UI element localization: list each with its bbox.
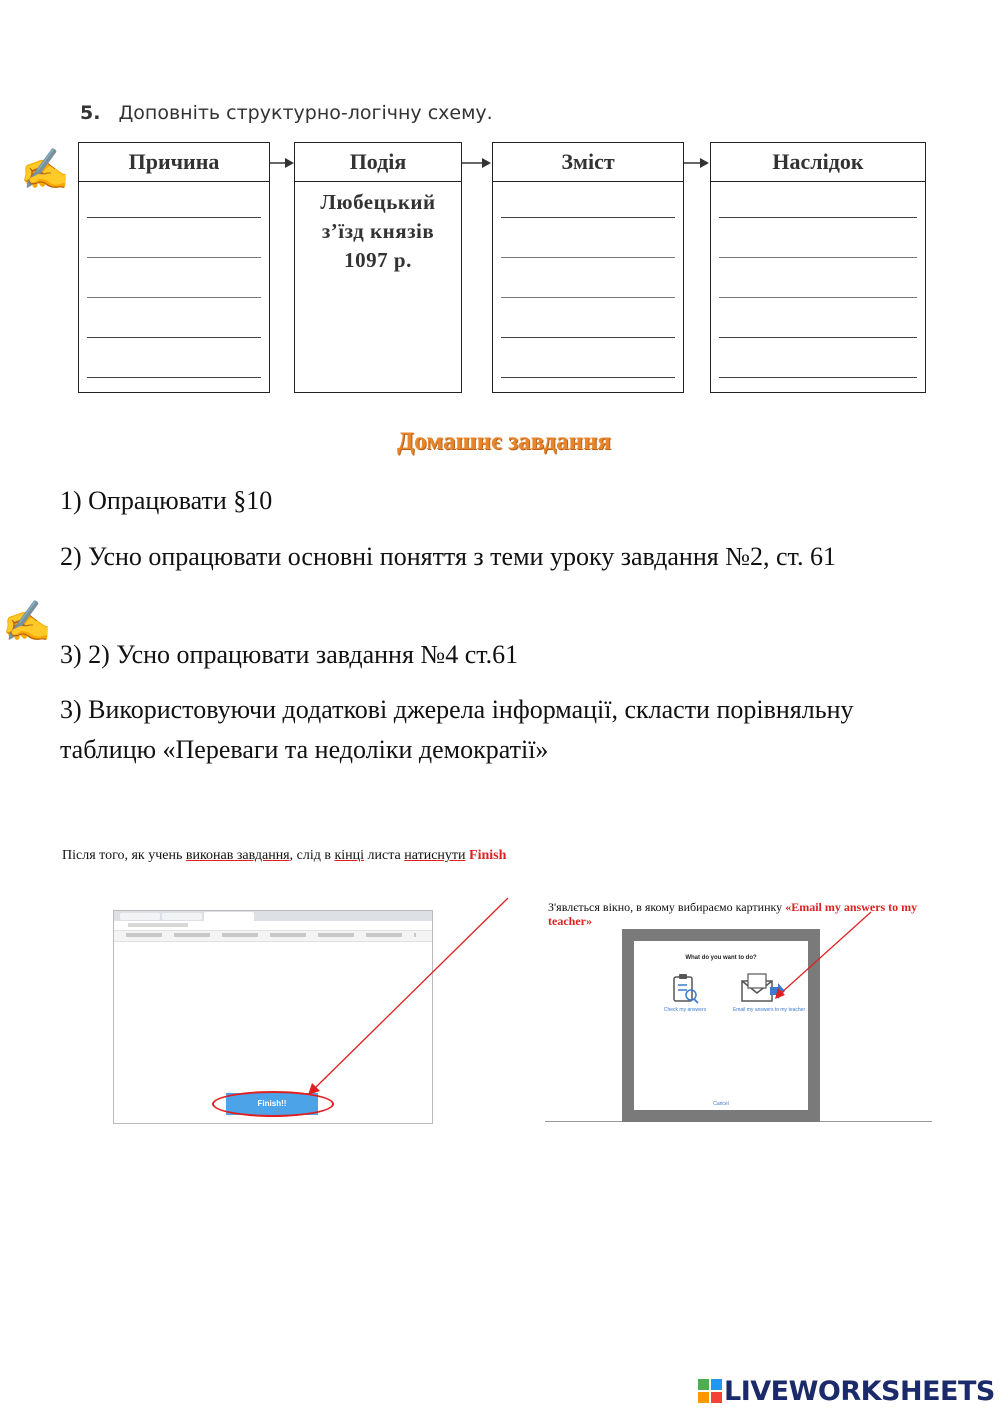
answer-line[interactable]: [719, 377, 917, 378]
scheme-box-title: Зміст: [493, 143, 683, 182]
event-text: [295, 188, 461, 275]
instruction-text: виконав завдання: [185, 848, 290, 863]
homework-title: Домашнє завдання: [396, 428, 612, 455]
homework-item: 2) Усно опрацювати основні поняття з теми уроку завдання №2, ст. 61: [60, 542, 836, 571]
instruction-text: натиснути: [404, 848, 466, 863]
liveworksheets-logo-icon: [698, 1379, 722, 1403]
scheme-box-title: Причина: [79, 143, 269, 182]
task-header: [80, 102, 493, 124]
instruction-highlight: Finish: [469, 848, 507, 863]
scheme-box-title: Наслідок: [711, 143, 925, 182]
instruction-text: Після того, як учень: [62, 848, 186, 863]
arrow-right-icon: [684, 156, 710, 170]
dialog-question: What do you want to do?: [685, 955, 757, 961]
scheme-box-content: [492, 142, 684, 393]
answer-line[interactable]: [87, 377, 261, 378]
homework-item: 3) 2) Усно опрацювати завдання №4 ст.61: [60, 640, 519, 669]
answer-line[interactable]: [719, 337, 917, 338]
answer-line[interactable]: [87, 337, 261, 338]
red-arrow-icon: [770, 910, 874, 1002]
event-line: 1097 р.: [344, 248, 412, 272]
dialog-cancel: Cancel: [713, 1101, 729, 1107]
instruction-text: З'явлється вікно, в якому вибираємо картинку: [548, 900, 786, 914]
answer-line[interactable]: [87, 217, 261, 218]
option-check-answers: Check my answers: [663, 1007, 707, 1013]
instruction-email: [548, 900, 938, 928]
answer-line[interactable]: [501, 257, 675, 258]
scheme-box-consequence: [710, 142, 926, 393]
writing-hand-icon: ✍: [2, 599, 52, 644]
scheme-box-event: [294, 142, 462, 393]
logo-text: LIVEWORKSHEETS: [724, 1376, 995, 1407]
arrow-right-icon: [462, 156, 492, 170]
answer-line[interactable]: [87, 257, 261, 258]
event-line: з’їзд князів: [321, 219, 435, 243]
task-instruction: Доповніть структурно-логічну схему.: [118, 102, 493, 124]
answer-line[interactable]: [501, 217, 675, 218]
instruction-text: листа: [364, 848, 405, 863]
answer-line[interactable]: [501, 377, 675, 378]
red-arrow-icon: [300, 895, 512, 1100]
task-number: 5.: [80, 102, 101, 124]
homework-item: 1) Опрацювати §10: [60, 486, 273, 515]
instruction-highlight: «Email my answers to my teacher»: [548, 900, 918, 928]
answer-line[interactable]: [719, 217, 917, 218]
instruction-finish: [62, 848, 506, 864]
liveworksheets-logo: [698, 1376, 995, 1407]
instruction-text: кінці: [334, 848, 365, 863]
scheme-box-title: Подія: [295, 143, 461, 182]
answer-line[interactable]: [719, 297, 917, 298]
event-line: Любецький: [320, 190, 436, 214]
arrow-right-icon: [270, 156, 294, 170]
writing-hand-icon: ✍: [20, 147, 70, 192]
clipboard-check-icon: [670, 973, 700, 1005]
answer-line[interactable]: [501, 297, 675, 298]
finish-button: Finish!!: [226, 1093, 318, 1115]
instruction-text: , слід в: [289, 848, 335, 863]
option-email-teacher: Email my answers to my teacher: [732, 1007, 806, 1013]
answer-line[interactable]: [719, 257, 917, 258]
scheme-box-cause: [78, 142, 270, 393]
answer-line[interactable]: [501, 337, 675, 338]
homework-item: 3) Використовуючи додаткові джерела інформації, скласти порівняльну таблицю «Переваги та недоліки демократії»: [60, 695, 854, 764]
answer-line[interactable]: [87, 297, 261, 298]
